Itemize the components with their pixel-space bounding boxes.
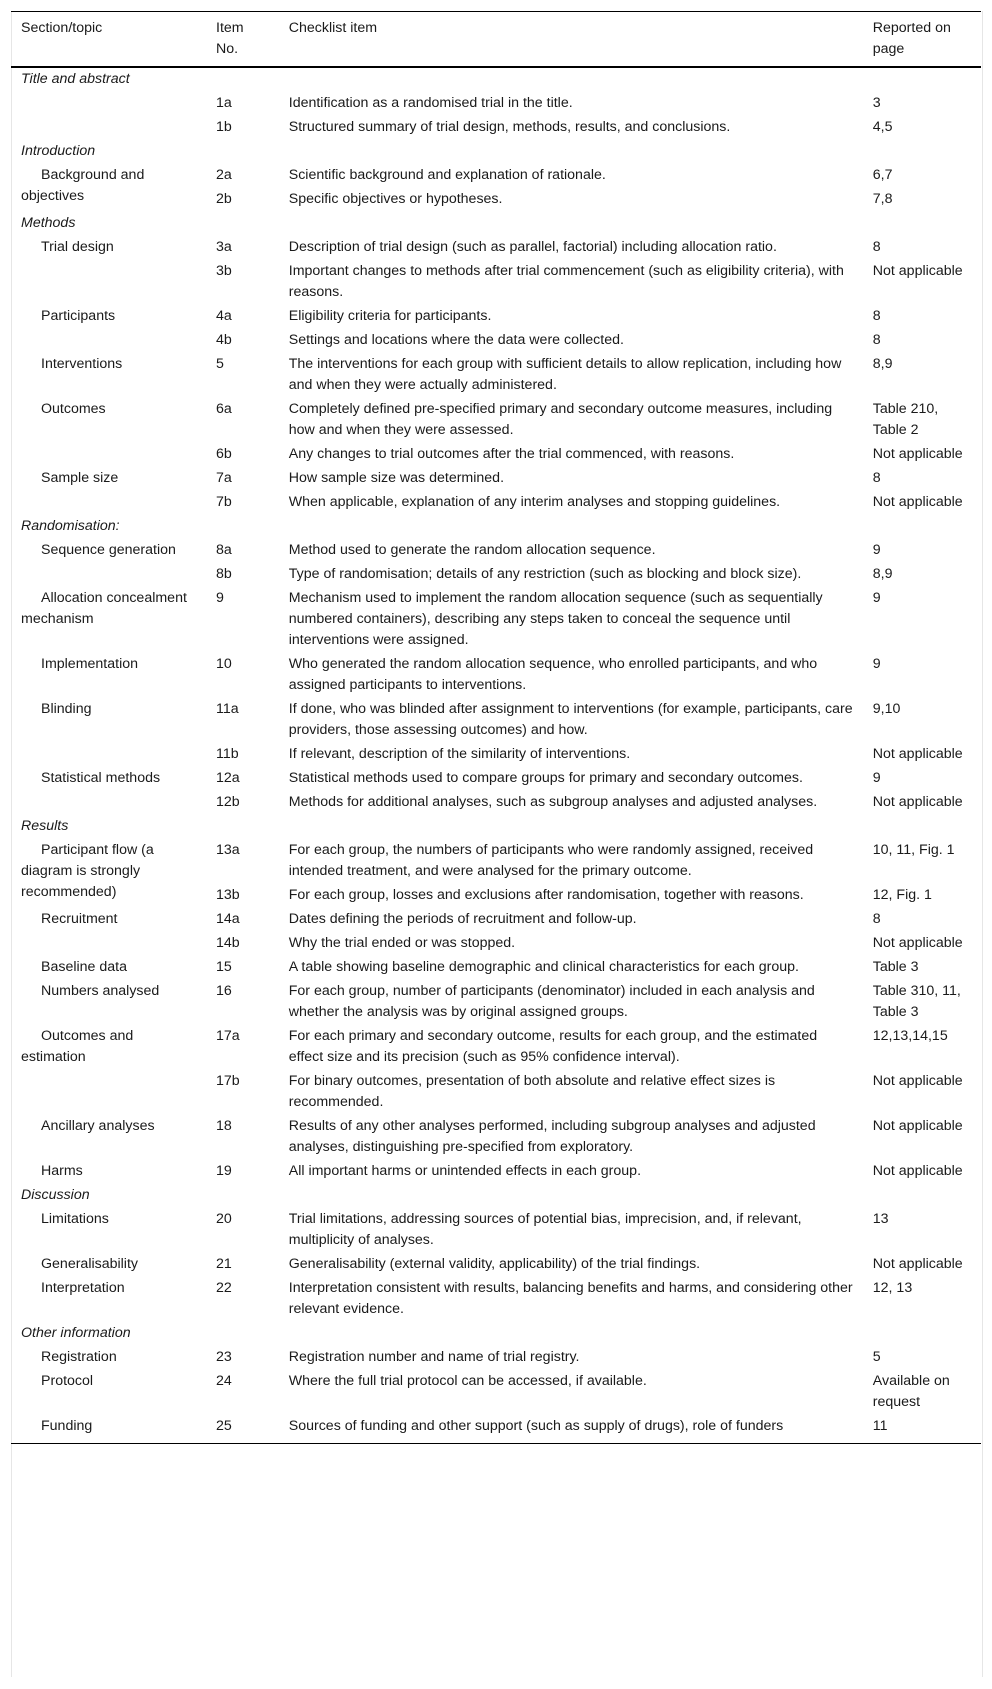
reported-page-cell: 9 bbox=[872, 542, 881, 558]
table-row bbox=[11, 743, 981, 767]
reported-page-cell: 8,9 bbox=[872, 566, 893, 582]
item-no-cell: 13a bbox=[216, 842, 240, 858]
section-heading-row bbox=[11, 212, 981, 236]
header-item-no: Item No. bbox=[206, 12, 279, 68]
checklist-item-cell: Type of randomisation; details of any restriction (such as blocking and block size). bbox=[288, 566, 802, 582]
checklist-item-cell: Method used to generate the random allocation sequence. bbox=[288, 542, 656, 558]
table-row bbox=[11, 698, 981, 743]
reported-page-cell: 8,9 bbox=[872, 356, 893, 372]
header-checklist-item: Checklist item bbox=[279, 12, 863, 68]
table-row bbox=[11, 491, 981, 515]
table-row bbox=[11, 791, 981, 815]
topic-cell: Limitations bbox=[41, 1211, 109, 1227]
checklist-item-cell: When applicable, explanation of any interim analyses and stopping guidelines. bbox=[288, 494, 781, 510]
table-row bbox=[11, 467, 981, 491]
table-row bbox=[11, 353, 981, 398]
reported-page-cell: 3 bbox=[872, 95, 881, 111]
table-row bbox=[11, 908, 981, 932]
item-no-cell: 8b bbox=[216, 566, 232, 582]
section-heading: Other information bbox=[21, 1325, 131, 1341]
checklist-item-cell: Methods for additional analyses, such as subgroup analyses and adjusted analyses. bbox=[288, 794, 818, 810]
table-row bbox=[11, 539, 981, 563]
section-heading: Discussion bbox=[21, 1187, 90, 1203]
topic-cell bbox=[11, 743, 206, 767]
item-no-cell: 6a bbox=[216, 401, 232, 417]
reported-page-cell: Not applicable bbox=[872, 1256, 963, 1272]
table-row bbox=[11, 1370, 981, 1415]
table-row bbox=[11, 980, 981, 1025]
topic-cell bbox=[11, 491, 206, 515]
item-no-cell: 12b bbox=[216, 794, 240, 810]
section-heading-row bbox=[11, 140, 981, 164]
item-no-cell: 25 bbox=[206, 1415, 279, 1444]
topic-cell bbox=[11, 443, 206, 467]
item-no-cell: 11b bbox=[216, 746, 239, 762]
item-no-cell: 14a bbox=[216, 911, 240, 927]
reported-page-cell: 4,5 bbox=[872, 119, 893, 135]
table-row bbox=[11, 1025, 981, 1070]
topic-cell: Participant flow (a diagram is strongly recommended) bbox=[21, 842, 154, 900]
reported-page-cell: 9,10 bbox=[872, 701, 901, 717]
section-heading-row bbox=[11, 67, 981, 92]
table-row bbox=[11, 1346, 981, 1370]
checklist-item-cell: The interventions for each group with sufficient details to allow replication, including how and when they were actually administered. bbox=[288, 356, 842, 393]
reported-page-cell: 8 bbox=[872, 911, 881, 927]
checklist-item-cell: Registration number and name of trial registry. bbox=[288, 1349, 580, 1365]
item-no-cell: 6b bbox=[216, 446, 232, 462]
topic-cell bbox=[11, 116, 206, 140]
table-row bbox=[11, 1415, 981, 1444]
item-no-cell: 7b bbox=[216, 494, 232, 510]
item-no-cell: 15 bbox=[216, 959, 232, 975]
table-row bbox=[11, 164, 981, 188]
topic-cell: Statistical methods bbox=[41, 770, 161, 786]
table-header-row bbox=[11, 12, 981, 68]
reported-page-cell: 13 bbox=[872, 1211, 889, 1227]
topic-cell: Harms bbox=[41, 1163, 83, 1179]
section-heading-row bbox=[11, 515, 981, 539]
checklist-item-cell: Any changes to trial outcomes after the trial commenced, with reasons. bbox=[288, 446, 735, 462]
item-no-cell: 8a bbox=[216, 542, 232, 558]
checklist-item-cell: Identification as a randomised trial in the title. bbox=[288, 95, 573, 111]
checklist-item-cell: Generalisability (external validity, applicability) of the trial findings. bbox=[288, 1256, 701, 1272]
item-no-cell: 2b bbox=[216, 191, 232, 207]
reported-page-cell: Not applicable bbox=[872, 1073, 963, 1089]
topic-cell bbox=[11, 260, 206, 305]
topic-cell bbox=[11, 1070, 206, 1115]
checklist-item-cell: Eligibility criteria for participants. bbox=[288, 308, 492, 324]
topic-cell: Interpretation bbox=[41, 1280, 125, 1296]
reported-page-cell: Not applicable bbox=[872, 263, 963, 279]
checklist-item-cell: Completely defined pre-specified primary and secondary outcome measures, including how and when they were assessed. bbox=[288, 401, 833, 438]
section-heading: Introduction bbox=[21, 143, 96, 159]
item-no-cell: 23 bbox=[216, 1349, 232, 1365]
item-no-cell: 21 bbox=[216, 1256, 232, 1272]
reported-page-cell: Not applicable bbox=[872, 794, 963, 810]
topic-cell: Outcomes bbox=[41, 401, 106, 417]
table-row bbox=[11, 932, 981, 956]
topic-cell: Protocol bbox=[41, 1373, 94, 1389]
reported-page-cell: 10, 11, Fig. 1 bbox=[872, 842, 955, 858]
table-row bbox=[11, 260, 981, 305]
table-row bbox=[11, 839, 981, 884]
checklist-item-cell: Who generated the random allocation sequence, who enrolled participants, and who assigned participants to interventions. bbox=[288, 656, 818, 693]
item-no-cell: 4a bbox=[216, 308, 232, 324]
checklist-item-cell: A table showing baseline demographic and clinical characteristics for each group. bbox=[288, 959, 800, 975]
item-no-cell: 19 bbox=[216, 1163, 232, 1179]
item-no-cell: 24 bbox=[216, 1373, 232, 1389]
section-heading-row bbox=[11, 1322, 981, 1346]
topic-cell: Sample size bbox=[41, 470, 119, 486]
table-row bbox=[11, 92, 981, 116]
topic-cell: Funding bbox=[11, 1415, 206, 1444]
table-row bbox=[11, 305, 981, 329]
table-row bbox=[11, 443, 981, 467]
checklist-item-cell: For each group, losses and exclusions after randomisation, together with reasons. bbox=[288, 887, 804, 903]
table-row bbox=[11, 398, 981, 443]
checklist-item-cell: Statistical methods used to compare groups for primary and secondary outcomes. bbox=[288, 770, 803, 786]
reported-page-cell: Available on request bbox=[872, 1373, 950, 1410]
reported-page-cell: 8 bbox=[872, 470, 881, 486]
topic-cell: Allocation concealment mechanism bbox=[21, 590, 187, 627]
topic-cell bbox=[11, 932, 206, 956]
topic-cell bbox=[11, 791, 206, 815]
header-reported-page: Reported on page bbox=[863, 12, 981, 68]
item-no-cell: 1b bbox=[216, 119, 232, 135]
table-row bbox=[11, 587, 981, 653]
topic-cell: Ancillary analyses bbox=[41, 1118, 155, 1134]
topic-cell: Implementation bbox=[41, 656, 138, 672]
item-no-cell: 1a bbox=[216, 95, 232, 111]
checklist-item-cell: All important harms or unintended effects in each group. bbox=[288, 1163, 642, 1179]
item-no-cell: 9 bbox=[216, 590, 224, 606]
table-row bbox=[11, 1115, 981, 1160]
item-no-cell: 17b bbox=[216, 1073, 240, 1089]
reported-page-cell: Not applicable bbox=[872, 1163, 963, 1179]
topic-cell: Blinding bbox=[41, 701, 92, 717]
topic-cell: Participants bbox=[41, 308, 116, 324]
reported-page-cell: 9 bbox=[872, 770, 881, 786]
table-row bbox=[11, 767, 981, 791]
reported-page-cell: 12, 13 bbox=[872, 1280, 913, 1296]
table-row bbox=[11, 236, 981, 260]
topic-cell: Sequence generation bbox=[41, 542, 176, 558]
checklist-item-cell: Important changes to methods after trial commencement (such as eligibility criteria), with reasons. bbox=[288, 263, 844, 300]
checklist-item-cell: Structured summary of trial design, methods, results, and conclusions. bbox=[288, 119, 731, 135]
reported-page-cell: Not applicable bbox=[872, 1118, 963, 1134]
section-heading: Randomisation: bbox=[21, 518, 120, 534]
checklist-item-cell: Settings and locations where the data were collected. bbox=[288, 332, 624, 348]
table-row bbox=[11, 1253, 981, 1277]
reported-page-cell: 8 bbox=[872, 239, 881, 255]
item-no-cell: 10 bbox=[216, 656, 232, 672]
checklist-item-cell: If relevant, description of the similarity of interventions. bbox=[288, 746, 631, 762]
item-no-cell: 12a bbox=[216, 770, 240, 786]
table-row bbox=[11, 1277, 981, 1322]
topic-cell: Numbers analysed bbox=[41, 983, 160, 999]
section-heading-row bbox=[11, 1184, 981, 1208]
item-no-cell: 13b bbox=[216, 887, 240, 903]
reported-page-cell: 6,7 bbox=[872, 167, 893, 183]
consort-checklist-table bbox=[11, 11, 981, 1444]
checklist-item-cell: Results of any other analyses performed, including subgroup analyses and adjusted analyses, distinguishing pre-specified from exploratory. bbox=[288, 1118, 816, 1155]
table-row bbox=[11, 1208, 981, 1253]
reported-page-cell: Not applicable bbox=[872, 746, 963, 762]
reported-page-cell: 5 bbox=[872, 1349, 881, 1365]
section-heading-row bbox=[11, 815, 981, 839]
reported-page-cell: 8 bbox=[872, 308, 881, 324]
header-section-topic: Section/topic bbox=[11, 12, 206, 68]
item-no-cell: 5 bbox=[216, 356, 224, 372]
reported-page-cell: Not applicable bbox=[872, 935, 963, 951]
item-no-cell: 20 bbox=[216, 1211, 232, 1227]
topic-cell: Outcomes and estimation bbox=[21, 1028, 134, 1065]
item-no-cell: 2a bbox=[216, 167, 232, 183]
section-heading: Title and abstract bbox=[21, 71, 130, 87]
checklist-item-cell: Interpretation consistent with results, balancing benefits and harms, and considering other relevant evidence. bbox=[288, 1280, 853, 1317]
checklist-item-cell: Specific objectives or hypotheses. bbox=[288, 191, 503, 207]
checklist-item-cell: Description of trial design (such as parallel, factorial) including allocation ratio. bbox=[288, 239, 777, 255]
topic-cell: Trial design bbox=[41, 239, 114, 255]
table-row bbox=[11, 329, 981, 353]
table-row bbox=[11, 1160, 981, 1184]
checklist-item-cell: Scientific background and explanation of rationale. bbox=[288, 167, 606, 183]
table-row bbox=[11, 653, 981, 698]
checklist-item-cell: If done, who was blinded after assignment to interventions (for example, participants, care providers, those assessing outcomes) and how. bbox=[288, 701, 853, 738]
reported-page-cell: 12, Fig. 1 bbox=[872, 887, 932, 903]
checklist-item-cell: Trial limitations, addressing sources of potential bias, imprecision, and, if relevant, multiplicity of analyses. bbox=[288, 1211, 802, 1248]
reported-page-cell: 7,8 bbox=[872, 191, 893, 207]
reported-page-cell: Not applicable bbox=[872, 494, 963, 510]
checklist-item-cell: For each group, the numbers of participants who were randomly assigned, received intended treatment, and were analysed for the primary outcome. bbox=[288, 842, 814, 879]
checklist-item-cell: Mechanism used to implement the random allocation sequence (such as sequentially numbered containers), describing any steps taken to conceal the sequence until interventions were assigned. bbox=[288, 590, 823, 648]
reported-page-cell: 8 bbox=[872, 332, 881, 348]
item-no-cell: 14b bbox=[216, 935, 240, 951]
reported-page-cell: Not applicable bbox=[872, 446, 963, 462]
reported-page-cell: 9 bbox=[872, 590, 881, 606]
table-row bbox=[11, 1070, 981, 1115]
topic-cell bbox=[11, 329, 206, 353]
checklist-item-cell: Dates defining the periods of recruitment and follow-up. bbox=[288, 911, 637, 927]
item-no-cell: 17a bbox=[216, 1028, 240, 1044]
reported-page-cell: Table 310, 11, Table 3 bbox=[872, 983, 961, 1020]
topic-cell: Interventions bbox=[41, 356, 123, 372]
item-no-cell: 16 bbox=[216, 983, 232, 999]
checklist-item-cell: Sources of funding and other support (such as supply of drugs), role of funders bbox=[279, 1415, 863, 1444]
item-no-cell: 11a bbox=[216, 701, 239, 717]
topic-cell: Background and objectives bbox=[21, 167, 145, 204]
checklist-item-cell: Where the full trial protocol can be accessed, if available. bbox=[288, 1373, 647, 1389]
item-no-cell: 7a bbox=[216, 470, 232, 486]
item-no-cell: 4b bbox=[216, 332, 232, 348]
topic-cell: Baseline data bbox=[41, 959, 127, 975]
item-no-cell: 18 bbox=[216, 1118, 232, 1134]
topic-cell bbox=[11, 92, 206, 116]
reported-page-cell: 11 bbox=[863, 1415, 981, 1444]
reported-page-cell: Table 3 bbox=[872, 959, 919, 975]
table-body bbox=[11, 67, 981, 1444]
table-row bbox=[11, 956, 981, 980]
item-no-cell: 22 bbox=[216, 1280, 232, 1296]
reported-page-cell: Table 210, Table 2 bbox=[872, 401, 939, 438]
section-heading: Methods bbox=[21, 215, 76, 231]
checklist-item-cell: For each primary and secondary outcome, results for each group, and the estimated effect size and its precision (such as 95% confidence interval). bbox=[288, 1028, 818, 1065]
table-row bbox=[11, 116, 981, 140]
reported-page-cell: 12,13,14,15 bbox=[872, 1028, 948, 1044]
topic-cell: Recruitment bbox=[41, 911, 118, 927]
checklist-item-cell: Why the trial ended or was stopped. bbox=[288, 935, 516, 951]
item-no-cell: 3b bbox=[216, 263, 232, 279]
checklist-item-cell: For binary outcomes, presentation of both absolute and relative effect sizes is recommended. bbox=[288, 1073, 776, 1110]
topic-cell: Generalisability bbox=[41, 1256, 138, 1272]
item-no-cell: 3a bbox=[216, 239, 232, 255]
checklist-item-cell: For each group, number of participants (denominator) included in each analysis and whether the analysis was by original assigned groups. bbox=[288, 983, 815, 1020]
checklist-item-cell: How sample size was determined. bbox=[288, 470, 505, 486]
topic-cell: Registration bbox=[41, 1349, 117, 1365]
section-heading: Results bbox=[21, 818, 69, 834]
reported-page-cell: 9 bbox=[872, 656, 881, 672]
